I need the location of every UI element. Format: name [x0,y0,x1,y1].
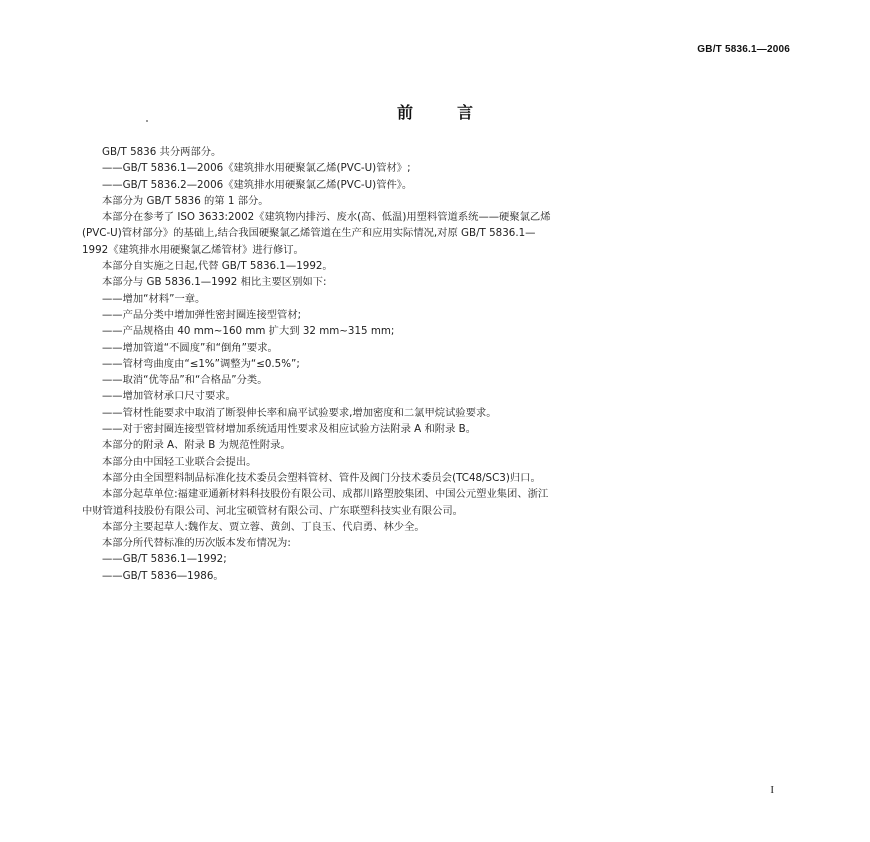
paragraph-line: GB/T 5836 共分两部分。 [102,146,222,158]
paragraph-line: 本部分由全国塑料制品标准化技术委员会塑料管材、管件及阀门分技术委员会(TC48/SC3)归口。 [102,471,541,484]
paragraph-line: ——GB/T 5836.2—2006《建筑排水用硬聚氯乙烯(PVC-U)管件》。 [102,178,413,191]
paragraph-line: (PVC-U)管材部分》的基础上,结合我国硬聚氯乙烯管道在生产和应用实际情况,对原 GB/T 5836.1— [82,227,536,240]
scan-speck [146,120,148,122]
paragraph-line: ——产品分类中增加弹性密封圈连接型管材; [102,308,302,321]
page-title: 前言 [396,103,517,122]
paragraph-line: ——对于密封圈连接型管材增加系统适用性要求及相应试验方法附录 A 和附录 B。 [102,423,477,436]
paragraph-line: ——GB/T 5836.1—1992; [102,553,227,566]
page-number: I [770,784,774,796]
paragraph-line: ——取消“优等品”和“合格品”分类。 [102,374,268,387]
paragraph-line: ——管材弯曲度由“≤1%”调整为“≤0.5%”; [102,357,300,370]
paragraph-line: 本部分的附录 A、附录 B 为规范性附录。 [102,439,291,452]
paragraph-line: 1992《建筑排水用硬聚氯乙烯管材》进行修订。 [82,243,304,256]
paragraph-line: ——增加“材料”一章。 [102,292,206,305]
paragraph-line: 中财管道科技股份有限公司、河北宝硕管材有限公司、广东联塑科技实业有限公司。 [82,504,463,517]
paragraph-line: 本部分起草单位:福建亚通新材料科技股份有限公司、成都川路塑胶集团、中国公元塑业集团、浙江 [102,488,549,501]
paragraph-line: 本部分由中国轻工业联合会提出。 [102,455,257,468]
paragraph-line: ——增加管道“不圆度”和“倒角”要求。 [102,341,278,354]
standard-code-header: GB/T 5836.1—2006 [697,44,790,55]
paragraph-line: ——GB/T 5836.1—2006《建筑排水用硬聚氯乙烯(PVC-U)管材》; [102,162,411,175]
paragraph-line: ——管材性能要求中取消了断裂伸长率和扁平试验要求,增加密度和二氯甲烷试验要求。 [102,406,497,419]
paragraph-line: 本部分所代替标准的历次版本发布情况为: [102,537,291,550]
foreword-body [82,144,792,584]
paragraph-line: ——GB/T 5836—1986。 [102,569,224,582]
paragraph-line: 本部分自实施之日起,代替 GB/T 5836.1—1992。 [102,260,333,273]
paragraph-line: 本部分为 GB/T 5836 的第 1 部分。 [102,194,269,207]
paragraph-line: 本部分与 GB 5836.1—1992 相比主要区别如下: [102,276,327,289]
paragraph-line: ——产品规格由 40 mm~160 mm 扩大到 32 mm~315 mm; [102,325,395,338]
paragraph-line: 本部分主要起草人:魏作友、贾立蓉、黄剑、丁良玉、代启勇、林少全。 [102,520,425,533]
paragraph-line: 本部分在参考了 ISO 3633:2002《建筑物内排污、废水(高、低温)用塑料管道系统——硬聚氯乙烯 [102,211,551,224]
paragraph-line: ——增加管材承口尺寸要求。 [102,390,236,403]
